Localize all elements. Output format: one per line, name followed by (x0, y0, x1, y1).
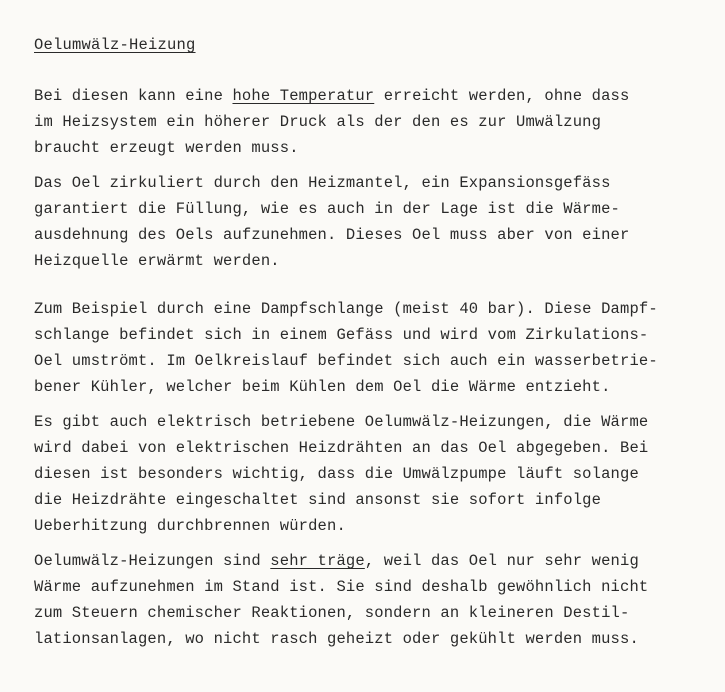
text-segment: , weil das Oel nur sehr wenig (364, 552, 639, 570)
text-line: braucht erzeugt werden muss. (34, 139, 299, 157)
text-segment: Oelumwälz-Heizungen sind (34, 552, 271, 570)
text-line (34, 548, 704, 574)
text-line: diesen ist besonders wichtig, dass die Umwälzpumpe läuft solange (34, 465, 639, 483)
underlined-phrase: hohe Temperatur (232, 87, 375, 105)
document-title: Oelumwälz-Heizung (34, 36, 196, 54)
text-line: Zum Beispiel durch eine Dampfschlange (meist 40 bar). Diese Dampf- (34, 300, 658, 318)
text-line (34, 83, 704, 109)
text-line: Oel umströmt. Im Oelkreislauf befindet sich auch ein wasserbetrie- (34, 352, 658, 370)
text-line: garantiert die Füllung, wie es auch in der Lage ist die Wärme- (34, 200, 620, 218)
text-line: schlange befindet sich in einem Gefäss und wird vom Zirkulations- (34, 326, 649, 344)
text-line: Wärme aufzunehmen im Stand ist. Sie sind deshalb gewöhnlich nicht (34, 578, 649, 596)
paragraph-4 (34, 409, 704, 539)
text-line: Es gibt auch elektrisch betriebene Oelumwälz-Heizungen, die Wärme (34, 413, 649, 431)
text-line: zum Steuern chemischer Reaktionen, sondern an kleineren Destil- (34, 604, 630, 622)
text-line: die Heizdrähte eingeschaltet sind ansonst sie sofort infolge (34, 491, 602, 509)
text-line: Das Oel zirkuliert durch den Heizmantel, ein Expansionsgefäss (34, 174, 611, 192)
text-segment: Bei diesen kann eine (34, 87, 233, 105)
text-line: wird dabei von elektrischen Heizdrähten an das Oel abgegeben. Bei (34, 439, 649, 457)
text-line: im Heizsystem ein höherer Druck als der den es zur Umwälzung (34, 113, 602, 131)
paragraph-2 (34, 170, 704, 274)
paragraph-3 (34, 296, 704, 400)
paragraph-1 (34, 83, 704, 161)
text-line: Ueberhitzung durchbrennen würden. (34, 517, 346, 535)
paragraph-5 (34, 548, 704, 652)
text-line: lationsanlagen, wo nicht rasch geheizt oder gekühlt werden muss. (34, 630, 639, 648)
underlined-phrase: sehr träge (270, 552, 365, 570)
text-line: Heizquelle erwärmt werden. (34, 252, 280, 270)
text-segment: erreicht werden, ohne dass (374, 87, 630, 105)
text-line: bener Kühler, welcher beim Kühlen dem Oel die Wärme entzieht. (34, 378, 611, 396)
text-line: ausdehnung des Oels aufzunehmen. Dieses Oel muss aber von einer (34, 226, 630, 244)
